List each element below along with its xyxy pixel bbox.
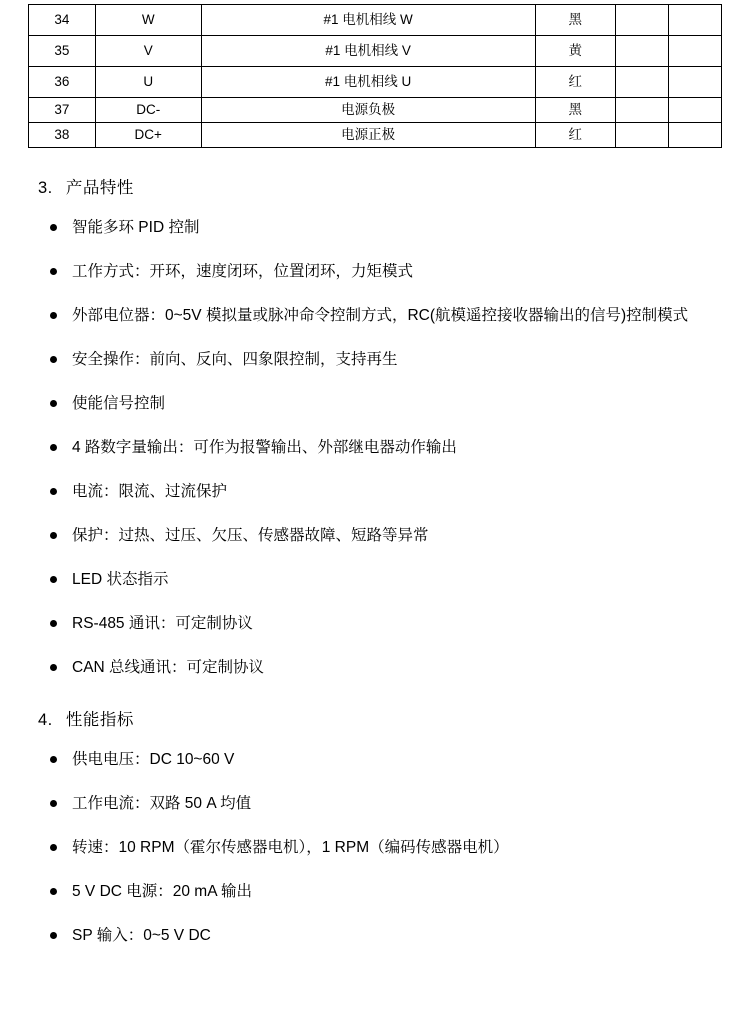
cell-signal: V (95, 36, 201, 67)
list-item-text: 转速：10 RPM（霍尔传感器电机），1 RPM（编码传感器电机） (72, 839, 509, 857)
list-item (28, 480, 722, 504)
table-row (29, 67, 722, 98)
list-item (28, 392, 722, 416)
cell-extra1 (616, 36, 669, 67)
bullet-dot-icon (50, 620, 57, 627)
list-item-text: RS-485 通讯：可定制协议 (72, 615, 253, 633)
cell-description: #1 电机相线 V (201, 36, 535, 67)
list-item (28, 656, 722, 680)
list-item (28, 304, 722, 328)
table-row (29, 123, 722, 148)
cell-signal: DC+ (95, 123, 201, 148)
bullet-dot-icon (50, 576, 57, 583)
cell-extra1 (616, 5, 669, 36)
list-item (28, 348, 722, 372)
cell-extra2 (669, 123, 722, 148)
bullet-dot-icon (50, 356, 57, 363)
cell-signal: U (95, 67, 201, 98)
bullet-dot-icon (50, 800, 57, 807)
list-item (28, 836, 722, 860)
cell-pin: 37 (29, 98, 96, 123)
bullet-dot-icon (50, 312, 57, 319)
section-number: 4. (38, 711, 53, 730)
list-item (28, 568, 722, 592)
list-item-text: 使能信号控制 (72, 395, 166, 413)
list-item-text: 工作电流：双路 50 A 均值 (72, 795, 252, 813)
bullet-dot-icon (50, 400, 57, 407)
bullet-dot-icon (50, 488, 57, 495)
cell-extra1 (616, 67, 669, 98)
section-title: 性能指标 (65, 711, 134, 730)
list-item-text: 安全操作：前向、反向、四象限控制，支持再生 (72, 351, 398, 369)
cell-wire-color: 黄 (535, 36, 616, 67)
list-item (28, 612, 722, 636)
features-list (28, 216, 722, 680)
bullet-dot-icon (50, 532, 57, 539)
cell-wire-color: 红 (535, 123, 616, 148)
pinout-table (28, 4, 722, 148)
cell-description: #1 电机相线 W (201, 5, 535, 36)
cell-description: 电源正极 (201, 123, 535, 148)
cell-extra1 (616, 123, 669, 148)
cell-description: 电源负极 (201, 98, 535, 123)
cell-pin: 34 (29, 5, 96, 36)
table-row (29, 5, 722, 36)
list-item (28, 792, 722, 816)
list-item (28, 524, 722, 548)
section-title: 产品特性 (65, 179, 134, 197)
cell-extra2 (669, 5, 722, 36)
list-item-text: 智能多环 PID 控制 (72, 219, 200, 236)
bullet-dot-icon (50, 664, 57, 671)
cell-wire-color: 黑 (535, 5, 616, 36)
performance-list (28, 748, 722, 948)
cell-pin: 35 (29, 36, 96, 67)
list-item-text: 保护：过热、过压、欠压、传感器故障、短路等异常 (72, 527, 429, 545)
bullet-dot-icon (50, 444, 57, 451)
bullet-dot-icon (50, 268, 57, 275)
cell-extra1 (616, 98, 669, 123)
list-item (28, 880, 722, 904)
cell-signal: W (95, 5, 201, 36)
cell-pin: 38 (29, 123, 96, 148)
list-item (28, 216, 722, 240)
cell-wire-color: 黑 (535, 98, 616, 123)
pinout-table-body (29, 5, 722, 148)
cell-extra2 (669, 98, 722, 123)
section-heading-performance (38, 706, 722, 730)
list-item-text: LED 状态指示 (72, 571, 169, 589)
list-item-text: 供电电压：DC 10~60 V (72, 751, 235, 769)
bullet-dot-icon (50, 888, 57, 895)
table-row (29, 36, 722, 67)
list-item-text: 4 路数字量输出：可作为报警输出、外部继电器动作输出 (72, 439, 457, 457)
list-item-text: CAN 总线通讯：可定制协议 (72, 659, 265, 677)
bullet-dot-icon (50, 932, 57, 939)
section-heading-features (38, 174, 722, 198)
cell-signal: DC- (95, 98, 201, 123)
list-item-text: 5 V DC 电源：20 mA 输出 (72, 883, 253, 901)
list-item-text: 外部电位器：0~5V 模拟量或脉冲命令控制方式，RC(航模遥控接收器输出的信号)控制模式 (72, 307, 689, 325)
list-item-text: 工作方式：开环，速度闭环，位置闭环，力矩模式 (72, 263, 414, 281)
list-item (28, 260, 722, 284)
bullet-dot-icon (50, 224, 57, 231)
list-item (28, 924, 722, 948)
list-item-text: SP 输入：0~5 V DC (72, 927, 211, 945)
cell-wire-color: 红 (535, 67, 616, 98)
bullet-dot-icon (50, 756, 57, 763)
cell-extra2 (669, 36, 722, 67)
list-item-text: 电流：限流、过流保护 (72, 483, 228, 501)
list-item (28, 436, 722, 460)
section-number: 3. (38, 179, 53, 197)
cell-description: #1 电机相线 U (201, 67, 535, 98)
document-page (0, 4, 750, 1028)
cell-extra2 (669, 67, 722, 98)
cell-pin: 36 (29, 67, 96, 98)
bullet-dot-icon (50, 844, 57, 851)
table-row (29, 98, 722, 123)
list-item (28, 748, 722, 772)
